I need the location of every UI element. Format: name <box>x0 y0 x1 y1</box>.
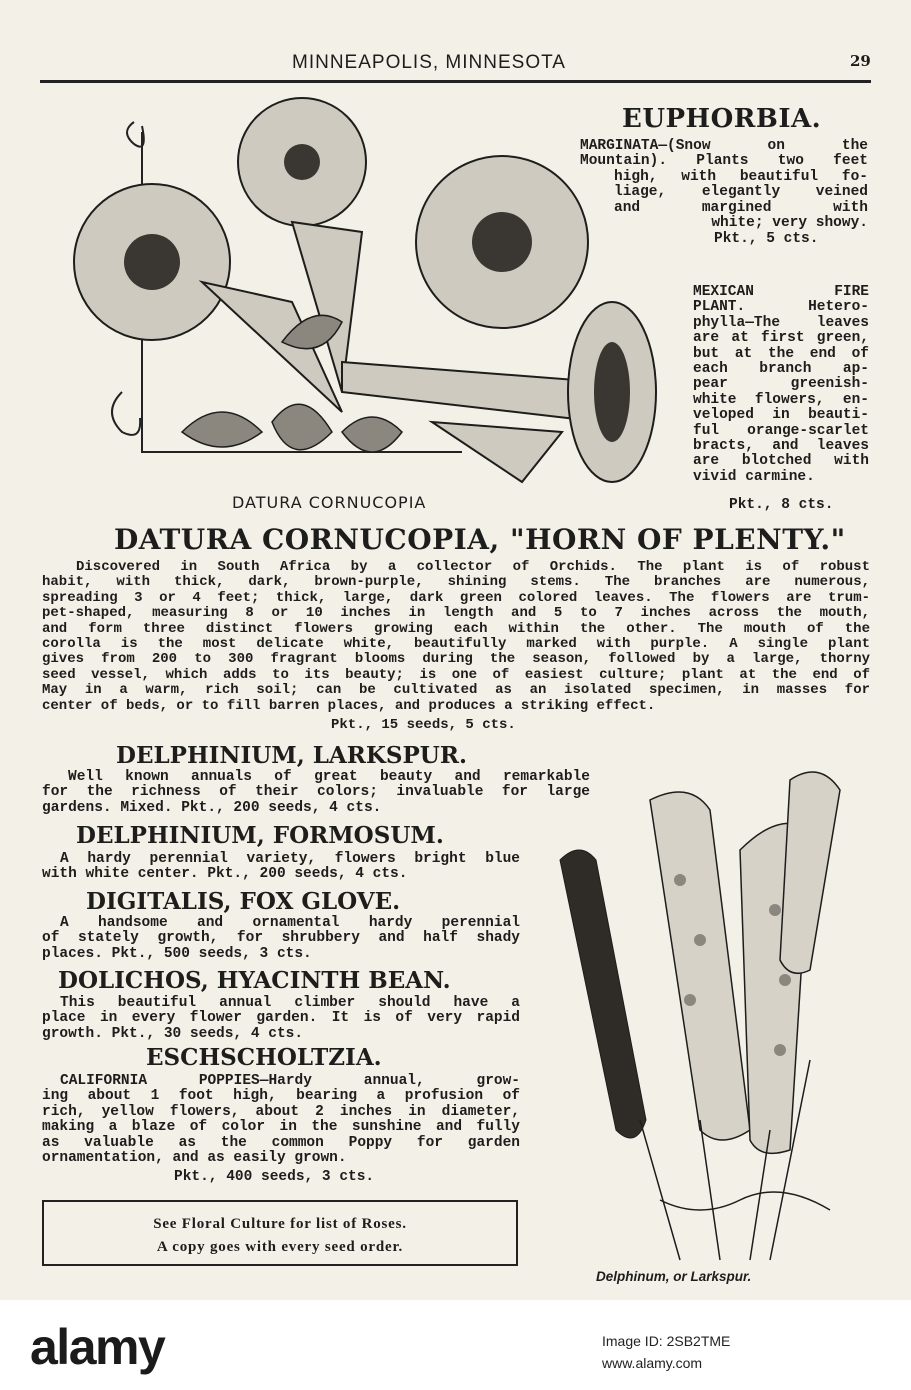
dolichos-text <box>42 996 520 1042</box>
digitalis-heading: DIGITALIS, FOX GLOVE. <box>86 888 401 915</box>
euphorbia-heading: EUPHORBIA. <box>622 104 822 134</box>
eschscholtzia-heading: ESCHSCHOLTZIA. <box>146 1044 382 1071</box>
text-line: each branch ap- <box>693 361 869 378</box>
text-line: veloped in beauti- <box>693 407 869 424</box>
delphinium-illustration <box>540 760 870 1272</box>
text-line: high, with beautiful fo- <box>614 168 868 185</box>
text-line: and margined with <box>614 199 868 216</box>
notice-box <box>42 1200 518 1266</box>
euphorbia-marginata-text <box>580 139 868 231</box>
text-line: Mountain). Plants two feet <box>580 153 868 170</box>
text-line: as valuable as the common Poppy for garden <box>42 1134 520 1151</box>
text-line: A hardy perennial variety, flowers bright blue <box>60 851 520 867</box>
text-line: MEXICAN FIRE <box>693 284 869 300</box>
brand-logo: alamy <box>30 1319 165 1375</box>
text-line: MARGINATA—(Snow on the <box>580 138 868 154</box>
text-line: gives from 200 to 300 fragrant blooms during the season, followed by a large, thorny <box>42 651 870 668</box>
text-line: Discovered in South Africa by a collector of Orchids. The plant is of robust <box>76 559 870 575</box>
notice-line-2: A copy goes with every seed order. <box>156 1239 404 1255</box>
text-line: corolla is the most delicate white, beautifully marked with purple. A single plant <box>42 636 870 653</box>
text-line: places. Pkt., 500 seeds, 3 cts. <box>42 945 312 962</box>
text-line: seed vessel, which adds to its beauty; is one of easiest culture; plant at the end of <box>42 666 870 683</box>
eschscholtzia-price: Pkt., 400 seeds, 3 cts. <box>174 1169 375 1185</box>
text-line: bracts, and leaves <box>693 438 869 455</box>
text-line: making a blaze of color in the sunshine and fully <box>42 1119 520 1136</box>
image-id: Image ID: 2SB2TME <box>602 1333 731 1349</box>
text-line: A handsome and ornamental hardy perennial <box>60 915 520 931</box>
digitalis-text <box>42 916 520 962</box>
datura-illustration <box>42 92 672 496</box>
running-header: MINNEAPOLIS, MINNESOTA <box>292 52 566 73</box>
text-line: vivid carmine. <box>693 468 815 485</box>
text-line: CALIFORNIA POPPIES—Hardy annual, grow- <box>60 1073 520 1089</box>
text-line: liage, elegantly veined <box>614 184 868 201</box>
text-line: spreading 3 or 4 feet; thick, large, dark green colored leaves. The flowers are trum- <box>42 589 870 606</box>
text-line: with white center. Pkt., 200 seeds, 4 cts. <box>42 866 408 883</box>
larkspur-text <box>42 770 590 816</box>
text-line: place in every flower garden. It is of very rapid <box>42 1010 520 1027</box>
mexican-fire-plant-text <box>693 285 869 485</box>
text-line: white flowers, en- <box>693 391 869 408</box>
site-url: www.alamy.com <box>602 1355 703 1371</box>
text-line: rich, yellow flowers, about 2 inches in diameter, <box>42 1103 520 1120</box>
header-rule <box>40 80 871 83</box>
datura-heading: DATURA CORNUCOPIA, "HORN OF PLENTY." <box>114 523 846 556</box>
text-line: white; very showy. <box>711 215 868 232</box>
text-line: and form three distinct flowers growing each within the other. The mouth of the <box>42 620 870 637</box>
datura-figure-caption: DATURA CORNUCOPIA <box>232 493 427 512</box>
text-line: habit, with thick, dark, brown-purple, shining stems. The branches are numerous, <box>42 574 870 591</box>
text-line: May in a warm, rich soil; can be cultivated as an isolated specimen, in masses for <box>42 682 870 699</box>
text-line: gardens. Mixed. Pkt., 200 seeds, 4 cts. <box>42 799 382 816</box>
formosum-text <box>42 852 520 883</box>
text-line: growth. Pkt., 30 seeds, 4 cts. <box>42 1025 304 1042</box>
text-line: of stately growth, for shrubbery and half shady <box>42 930 520 947</box>
delphinium-figure-caption: Delphinum, or Larkspur. <box>596 1269 752 1284</box>
text-line: are blotched with <box>693 453 869 470</box>
text-line: but at the end of <box>693 345 869 362</box>
text-line: Well known annuals of great beauty and remarkable <box>68 769 590 785</box>
watermark-footer <box>0 1300 911 1390</box>
text-line: This beautiful annual climber should have a <box>60 995 520 1011</box>
text-line: ing about 1 foot high, bearing a profusion of <box>42 1088 520 1105</box>
notice-line-1: See Floral Culture for list of Roses. <box>153 1216 407 1232</box>
datura-description <box>42 560 870 714</box>
text-line: PLANT. Hetero- <box>693 299 869 316</box>
text-line: pear greenish- <box>693 376 869 393</box>
page-number: 29 <box>850 52 871 70</box>
euphorbia-marginata-price: Pkt., 5 cts. <box>714 231 819 247</box>
text-line: center of beds, or to fill barren places, and produces a striking effect. <box>42 697 656 714</box>
dolichos-heading: DOLICHOS, HYACINTH BEAN. <box>58 967 451 994</box>
mexican-fire-plant-price: Pkt., 8 cts. <box>729 497 834 513</box>
watermark-meta <box>602 1330 730 1374</box>
text-line: pet-shaped, measuring 8 or 10 inches in length and 5 to 7 inches across the mouth, <box>42 605 870 622</box>
larkspur-heading: DELPHINIUM, LARKSPUR. <box>116 742 467 769</box>
datura-price: Pkt., 15 seeds, 5 cts. <box>331 717 516 733</box>
formosum-heading: DELPHINIUM, FORMOSUM. <box>76 822 444 849</box>
eschscholtzia-text <box>42 1074 520 1166</box>
text-line: ornamentation, and as easily grown. <box>42 1150 347 1167</box>
text-line: are at first green, <box>693 330 869 347</box>
text-line: for the richness of their colors; invaluable for large <box>42 784 590 801</box>
text-line: ful orange-scarlet <box>693 422 869 439</box>
text-line: phylla—The leaves <box>693 314 869 331</box>
